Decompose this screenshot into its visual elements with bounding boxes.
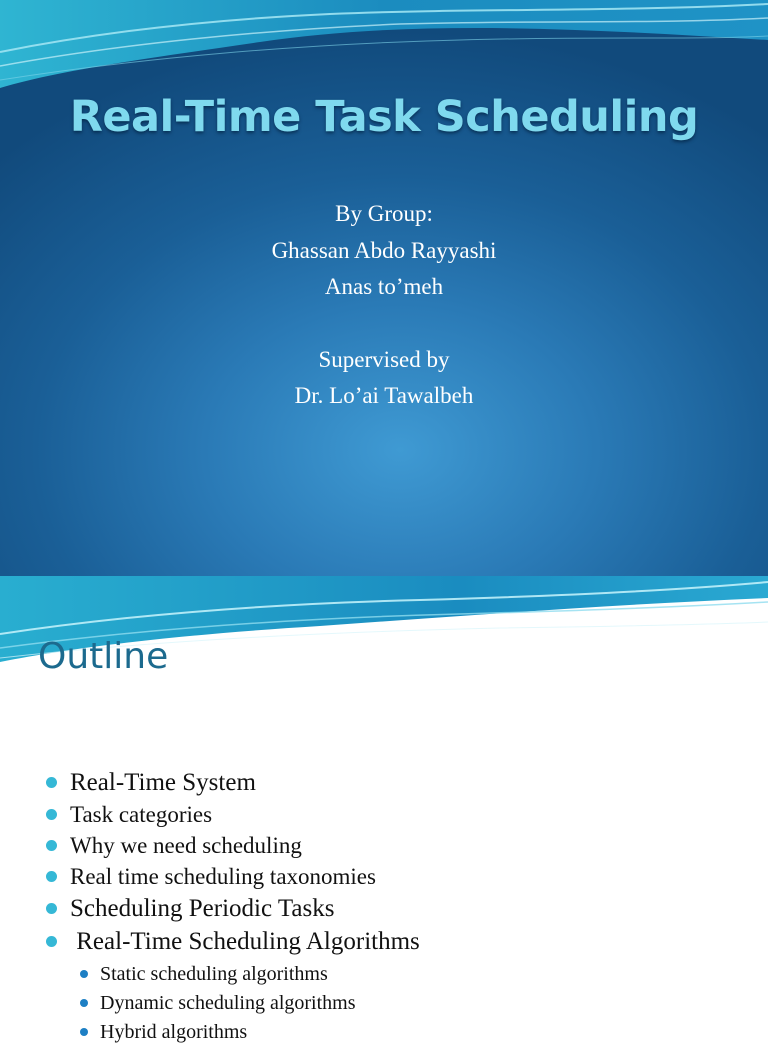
sub-bullet-icon bbox=[80, 970, 88, 978]
sub-list bbox=[80, 960, 356, 1047]
sub-list-item-text: Dynamic scheduling algorithms bbox=[100, 992, 356, 1014]
supervisor-name: Dr. Lo’ai Tawalbeh bbox=[294, 383, 474, 408]
list-item-text: Real-Time Scheduling Algorithms bbox=[70, 928, 420, 955]
sub-bullet-icon bbox=[80, 999, 88, 1007]
sub-list-item bbox=[80, 1018, 356, 1047]
list-item bbox=[46, 925, 420, 958]
bullet-icon bbox=[46, 903, 57, 914]
list-item-text: Real-Time System bbox=[70, 769, 256, 796]
list-item-text: Task categories bbox=[70, 802, 213, 827]
sub-list-item-text: Static scheduling algorithms bbox=[100, 963, 328, 985]
bullet-icon bbox=[46, 809, 57, 820]
list-item bbox=[46, 766, 420, 799]
outline-title: Outline bbox=[38, 636, 169, 677]
bullet-icon bbox=[46, 936, 57, 947]
spacer bbox=[0, 306, 768, 342]
by-group-label: By Group: bbox=[335, 201, 433, 226]
outline-slide bbox=[0, 576, 768, 1043]
sub-list-item bbox=[80, 960, 356, 989]
list-item bbox=[46, 861, 420, 892]
member-name: Ghassan Abdo Rayyashi bbox=[271, 237, 497, 263]
bullet-icon bbox=[46, 840, 57, 851]
sub-list-item bbox=[80, 989, 356, 1018]
supervised-label: Supervised by bbox=[318, 346, 450, 372]
list-item bbox=[46, 799, 420, 830]
outline-list bbox=[46, 766, 420, 958]
list-item-text: Scheduling Periodic Tasks bbox=[70, 895, 335, 922]
list-item-text: Why we need scheduling bbox=[70, 833, 302, 858]
credits-block bbox=[0, 196, 768, 415]
list-item-text: Real time scheduling taxonomies bbox=[70, 864, 376, 889]
bullet-icon bbox=[46, 777, 57, 788]
slide-title: Real-Time Task Scheduling bbox=[69, 92, 699, 142]
sub-bullet-icon bbox=[80, 1028, 88, 1036]
sub-list-item-text: Hybrid algorithms bbox=[100, 1021, 248, 1043]
member-name: Anas to’meh bbox=[324, 274, 444, 299]
list-item bbox=[46, 830, 420, 861]
bullet-icon bbox=[46, 871, 57, 882]
list-item bbox=[46, 892, 420, 925]
